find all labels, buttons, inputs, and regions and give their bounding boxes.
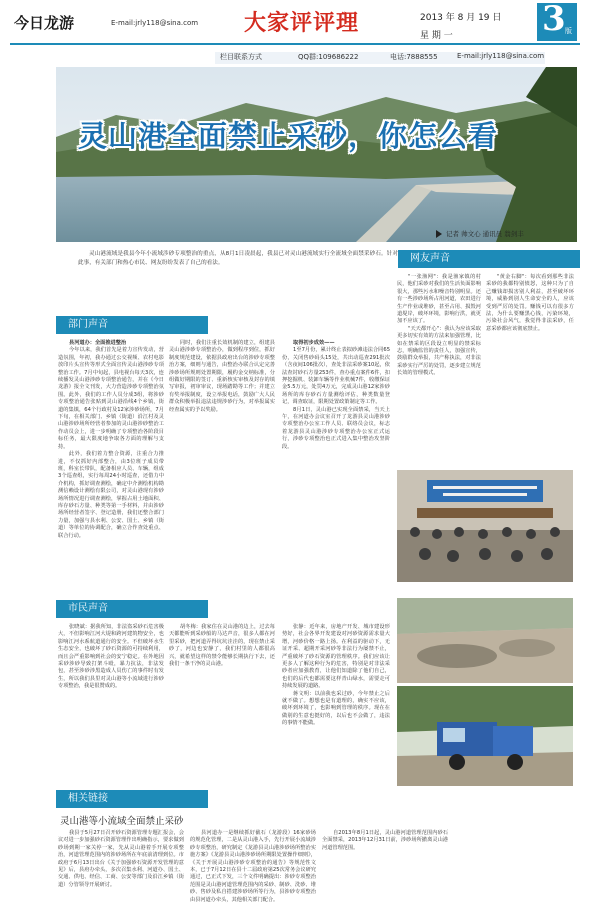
section-bar-departments: 部门声音 xyxy=(56,316,208,334)
masthead-email: E-mail:jrly118@sina.com xyxy=(111,19,199,27)
meeting-photo xyxy=(397,470,573,582)
section-bar-netizens: 网友声音 xyxy=(398,250,580,268)
sand-pit-photo xyxy=(397,598,573,683)
link-title: 灵山港等小流域全面禁止采砂 xyxy=(60,816,184,827)
masthead-rule xyxy=(10,43,580,45)
link-paragraph: 自2013年8月1日起，灵山港河道管理范围内砂石全面禁采，2013年12月31日前，涉砂场所撤离灵山港河道管理范围。 xyxy=(322,830,448,851)
photo-credit: 记者 帅文心 通讯员 翁剑丰 xyxy=(446,230,524,238)
issue-date: 2013 年 8 月 19 日 xyxy=(420,13,502,23)
departments-col-1 xyxy=(58,340,164,570)
citizens-col-2 xyxy=(169,624,275,769)
links-col-2 xyxy=(190,830,316,903)
contact-editor: 栏目联系方式 xyxy=(220,53,262,61)
section-bar-links: 相关链接 xyxy=(56,790,208,808)
departments-col-2 xyxy=(169,340,275,570)
page-number-suffix: 版 xyxy=(565,27,572,35)
citizens-col-1 xyxy=(58,624,164,769)
link-paragraph: 我县于5月27日召开砂石资源管理专题汇报会，会议对进一步加强砂石资源管理作出明确指示，要求做到砂场到期一家关停一家，先从灵山港着手开展专项整治，河道管理范围内的涉砂场所在年底前清理到位。市政府于6月13日出台《关于加强砂石资源开发管理的意见》后，县府办牵头，多次召集水利、河道办、国土、交通、供电、经信、工商、公安等部门及沿江乡镇（街道）分管领导开展研讨。 xyxy=(58,830,184,888)
dept-paragraph: 1至7月份，累计终止表拟砂滩违法合同65份，关闭售砂码头15处，共出动巡查291批次（含夜间106批次），查处非法采砂案10起，依法查封砂石方量253件，查办重点案件6件，扣押挖掘机、装卸车辆等作业机械7件，收缴保证金5.5万元，处罚4万元，完成灵山港12家涉砂场所的库存砂石方量测绘评估，种类数量登记，调查取证，限期处置政策制定等工作。 xyxy=(282,347,390,406)
netizens-paragraph: "天天都开心"：我认为应该采取更多切实有效的方法来加强管理，比如在禁采的区段设立明显的禁采标志，明确监管的责任人，加强宣传，鼓励群众举报，共产称执法，对非法采砂实行严厉的处罚，逐步建立规范长效的管理模式。 xyxy=(397,325,481,377)
triangle-icon xyxy=(436,230,442,238)
headline: 灵山港全面禁止采砂，你怎么看 xyxy=(78,119,499,153)
issue-weekday: 星 期 一 xyxy=(420,31,453,41)
dept-subhead: 取得初步成效—— xyxy=(293,340,335,346)
links-col-1 xyxy=(58,830,184,888)
citizen-paragraph: 胡冬梅：我家住在灵山港的边上，过去每天都能听到采砂船的马达声音，很多人都在河里采砂，把河道弄得坑坑洼洼的，现在禁止采砂了，河边也安静了，我们村里的人都很高兴，就希望这样的禁令能够长期执行下去，还我们一条干净的灵山港。 xyxy=(169,624,275,668)
citizen-paragraph: 张静：近年来，房地产开发、城市建设形势好，社会各界开发建设对河砂资源需求量大增，河砂价格一路上扬。在利益的驱动下，无证开采、超期开采河砂等非法行为屡禁不止，严重破坏了砂石资源的管理秩序。我们应该让更多人了解这种行为的危害，特别是对非法采砂者应加强教育，让他们知道除了他们自己，也们的后代也都需要这样青山绿水，需要走可持续发展的道路。 xyxy=(282,624,390,690)
link-paragraph: 县河道办一是继续抓好截石（龙游段）16家砂场的规范化管理，二是从灵山港入手，先行开展小流域涉砂专项整治，研究制定《龙游县灵山港涉砂场所整治实施方案》《龙游县灵山港涉砂场所期限处置操作细则》，《关于开展灵山港涉砂专项整治的通告》等规范性文本，已于7月12日在县十二届政府第25次常务会议研究通过，已正式下发，三个文件明确提出：涉砂专项整治范围是灵山港河道管理范围内的采砂、制砂、洗砂、堆砂、售砂及私自搭建涉砂场所等行为，县涉砂专项整治由县河道办牵头，其他相关部门配合。 xyxy=(190,830,316,903)
section-bar-citizens: 市民声音 xyxy=(56,600,208,618)
contact-phone: 电话:7888555 xyxy=(390,53,438,61)
dept-paragraph: 今年以来，我们首先是着力宣传发动，营造氛围，年初，我办通过公交视频、农村电影放印片头宣传等形式全面宣传灵山港涉砂专项整治工作。7月中旬起，县电视台每天3次，连续播发灵山港涉砂专项整治通告，并在《今日龙游》报全文刊发，大力营造涉砂专项整治氛围。此外，我们的工作人员分成3组，将涉砂专项整治通告张贴到灵山港沿线4个乡镇，街道的集镇，64个行政村及12家涉砂场所，7月下旬，在相关部门、乡镇（街道）沿江村及灵山港涉砂场所经营者参加的灵山港涉砂整治工作动员会上，进一步明确了专项整治各阶段目标任务，最大限度地争取各方面的理解与支持。 xyxy=(58,347,164,450)
departments-col-3 xyxy=(282,340,390,570)
contact-email: E-mail:jrly118@sina.com xyxy=(457,52,545,60)
dept-paragraph: 同时，我们注重长效机制的建立，组建县灵山港涉砂专项整治办，做到程序到位，抓好制度规范建设，依据县政府出台的涉砂专项整治方案，细则与通告，由整治办联合认定完善涉砂场所规则处置期限，履约金交纳标准，分组做好期限的签订、重新核实审核及封存的填写审报，初审审议，现场踏勘等工作；并建立有奖举报制度，设立举报电话，鼓励广大人民群众积极举报违法违规涉砂行为，对举报属实经查属实的予以奖励。 xyxy=(169,340,275,413)
netizens-col-1 xyxy=(397,274,481,452)
citizens-col-3 xyxy=(282,624,390,769)
netizens-col-2 xyxy=(486,274,574,452)
page-title: 大家评评理 xyxy=(244,11,360,36)
netizens-paragraph: "一张渔网"：我是渔家镇的村民，他们采砂对我们的生活负面影响很大，那些污水和噪音特别明显。还有一些涉砂场所占用河道，农田进行生产作业或堆砂，甚至占用、损毁河道堤岸，破坏环境，影响行洪，就更加不应该了。 xyxy=(397,274,481,325)
links-col-3 xyxy=(322,830,448,876)
citizen-paragraph: 蒋文明：以前我也采过砂，今年禁止之后就不做了。想想也是有道理的，确实不应该，破坏到环境了，也影响到管理的秩序。现在在做别的生意也挺好的，以后也不会做了，违法的事情不能做。 xyxy=(282,690,390,727)
contact-qq: QQ群:109686222 xyxy=(298,53,359,61)
page-number: 3 xyxy=(542,0,566,39)
truck-photo xyxy=(397,686,573,786)
intro-text: 灵山港流域是我县今年小流域涉砂专项整治的重点，从8月1日凌晨起，我县已对灵山港流域实行全流域全面禁采砂石。针对此事，有关部门和热心市民、网友纷纷发表了自己的看法。 xyxy=(78,251,398,266)
masthead-section-name: 今日龙游 xyxy=(14,14,75,32)
dept-paragraph: 此外，我们着力整合资源，注重合力推进，不仅抓好内部整合，由3位班子成员带班，科室长带队，配备相应人员、车辆，组成3个巡查组，实行每周24小时巡查，还借力中介机构，抓好调查测绘，确定中介测绘机构勘测信赖设计测绘有限公司，对灵山港现有涉砂场所情况进行调查测绘，掌握占用土地面积、库存砂石方量、种类等第一手材料，并由涉砂场所经营者签字、登记造册，我们还整合部门力量，加强与县水利、公安、国土、乡镇（街道）等单位的协调配合，确立合作查处重点、联合行动。 xyxy=(58,451,164,539)
netizens-paragraph: "黄金右脚"：每次看到那些非法采砂的我都特别愤怒，这种只为了自己赚钱却损害别人利益，甚至破坏环境，威胁到别人生命安全的人，应该受到严厉的处罚。赚钱可以有很多方法，为什么要赚黑心钱，污染环境，污染社会风气，我觉得非法采砂，任意采砂都应该彻底禁止。 xyxy=(486,274,574,332)
intro xyxy=(78,250,398,300)
citizen-paragraph: 张晓斌：据我所知，非法盗采砂石危害极大，不但影响江河大堤和跨河建筑物安全，也影响江河水系航道通行的安全。不但破坏水生生态安全，也破坏了砂石资源的可持续利用，而且会严重影响到社会的安宁稳定。在外地因采砂涉砂导致打架斗殴，暴力抗法，非法发包，甚至涉砂涉黑造成人员伤亡的事件时有发生，所以我们县里对灵山港等小流域进行涉砂专项整治，我是很赞成的。 xyxy=(58,624,164,690)
dept-subhead: 县河道办：全面推进整治 xyxy=(69,340,127,346)
dept-paragraph: 8月1日，灵山港已实现全面禁采，当天上午，在河道办会议室召开了龙游县灵山港涉砂专项整治办公室工作人员、联络员会议，标志着龙游县灵山港涉砂专项整治办公室正式运行，涉砂专项整治也正式进入集中整治攻坚阶段。 xyxy=(282,406,390,450)
